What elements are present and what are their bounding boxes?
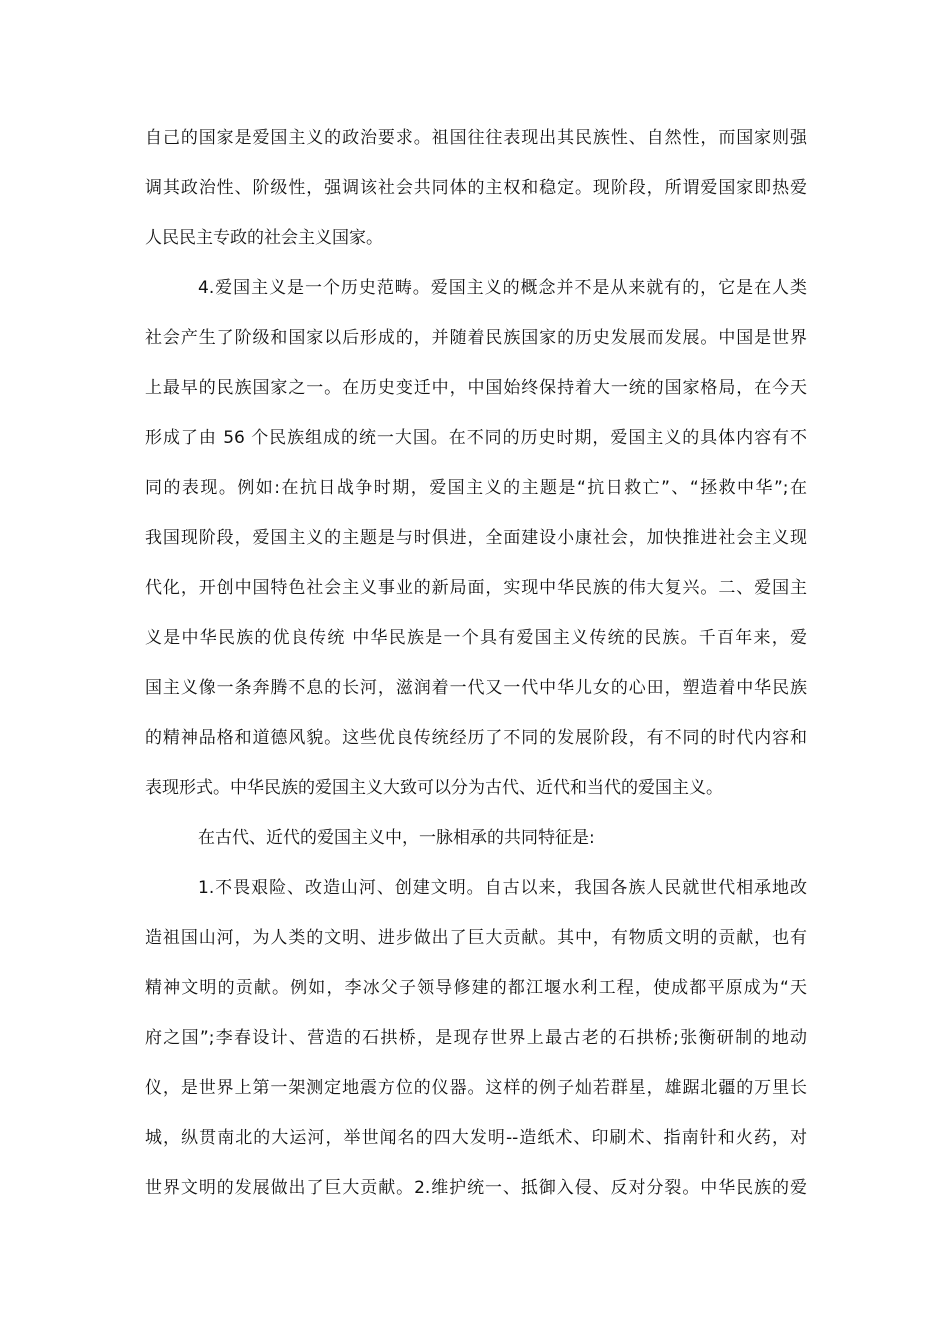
text-line: 自己的国家是爱国主义的政治要求。祖国往往表现出其民族性、自然性，而国家则强 bbox=[145, 128, 807, 148]
text-line: 代化，开创中国特色社会主义事业的新局面，实现中华民族的伟大复兴。二、爱国主 bbox=[145, 578, 807, 598]
text-line: 府之国”;李春设计、营造的石拱桥，是现存世界上最古老的石拱桥;张衡研制的地动 bbox=[145, 1028, 807, 1048]
text-line: 上最早的民族国家之一。在历史变迁中，中国始终保持着大一统的国家格局，在今天 bbox=[145, 378, 807, 398]
text-line: 表现形式。中华民族的爱国主义大致可以分为古代、近代和当代的爱国主义。 bbox=[145, 778, 723, 798]
text-line: 世界文明的发展做出了巨大贡献。2.维护统一、抵御入侵、反对分裂。中华民族的爱 bbox=[145, 1178, 807, 1198]
text-line: 的精神品格和道德风貌。这些优良传统经历了不同的发展阶段，有不同的时代内容和 bbox=[145, 728, 807, 748]
text-line: 我国现阶段，爱国主义的主题是与时俱进，全面建设小康社会，加快推进社会主义现 bbox=[145, 528, 807, 548]
text-line: 调其政治性、阶级性，强调该社会共同体的主权和稳定。现阶段，所谓爱国家即热爱 bbox=[145, 178, 807, 198]
text-line: 造祖国山河，为人类的文明、进步做出了巨大贡献。其中，有物质文明的贡献，也有 bbox=[145, 928, 807, 948]
text-line: 仪，是世界上第一架测定地震方位的仪器。这样的例子灿若群星，雄踞北疆的万里长 bbox=[145, 1078, 807, 1098]
text-line: 同的表现。例如:在抗日战争时期，爱国主义的主题是“抗日救亡”、“拯救中华”;在 bbox=[145, 478, 807, 498]
text-line: 在古代、近代的爱国主义中，一脉相承的共同特征是: bbox=[198, 828, 595, 848]
text-line: 义是中华民族的优良传统 中华民族是一个具有爱国主义传统的民族。千百年来，爱 bbox=[145, 628, 807, 648]
text-line: 4.爱国主义是一个历史范畴。爱国主义的概念并不是从来就有的，它是在人类 bbox=[198, 278, 807, 298]
text-line: 社会产生了阶级和国家以后形成的，并随着民族国家的历史发展而发展。中国是世界 bbox=[145, 328, 807, 348]
text-line: 形成了由 56 个民族组成的统一大国。在不同的历史时期，爱国主义的具体内容有不 bbox=[145, 428, 807, 448]
text-line: 精神文明的贡献。例如，李冰父子领导修建的都江堰水利工程，使成都平原成为“天 bbox=[145, 978, 807, 998]
text-line: 人民民主专政的社会主义国家。 bbox=[145, 228, 383, 248]
text-line: 国主义像一条奔腾不息的长河，滋润着一代又一代中华儿女的心田，塑造着中华民族 bbox=[145, 678, 807, 698]
text-line: 城，纵贯南北的大运河，举世闻名的四大发明--造纸术、印刷术、指南针和火药，对 bbox=[145, 1128, 807, 1148]
text-line: 1.不畏艰险、改造山河、创建文明。自古以来，我国各族人民就世代相承地改 bbox=[198, 878, 807, 898]
